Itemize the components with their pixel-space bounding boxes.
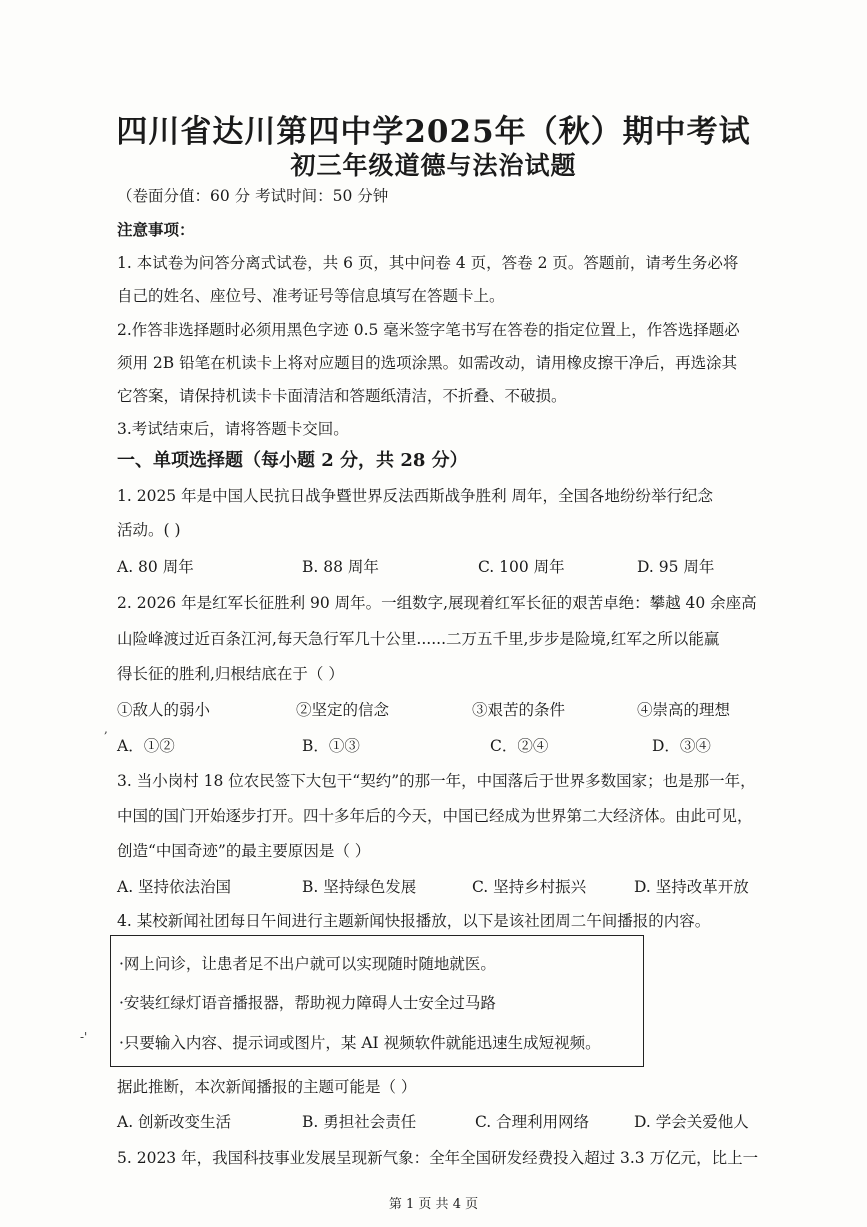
q4-news-item-3: ·只要输入内容、提示词或图片，某 AI 视频软件就能迅速生成短视频。 [119, 1034, 601, 1052]
q3-line-3: 创造“中国奇迹”的最主要原因是（ ） [117, 842, 371, 860]
q3-line-2: 中国的国门开始逐步打开。四十多年后的今天，中国已经成为世界第二大经济体。由此可见， [117, 807, 753, 825]
notes-item-2-line-2: 须用 2B 铅笔在机读卡上将对应题目的选项涂黑。如需改动，请用橡皮擦干净后，再选涂其 [117, 354, 738, 372]
q4-option-b: B. 勇担社会责任 [302, 1113, 417, 1131]
q2-statement-1: ①敌人的弱小 [117, 701, 211, 719]
q4-line-1: 4. 某校新闻社团每日午间进行主题新闻快报播放，以下是该社团周二午间播报的内容。 [117, 912, 711, 930]
q2-line-1: 2. 2026 年是红军长征胜利 90 周年。一组数字,展现着红军长征的艰苦卓绝：攀越 40 余座高 [117, 594, 757, 612]
q2-line-3: 得长征的胜利,归根结底在于（ ） [117, 665, 344, 683]
q1-option-a: A. 80 周年 [117, 558, 194, 576]
q1-line-2: 活动。( ) [117, 521, 181, 539]
notes-item-3: 3.考试结束后，请将答题卡交回。 [117, 420, 349, 438]
notes-item-1-line-2: 自己的姓名、座位号、准考证号等信息填写在答题卡上。 [117, 287, 505, 305]
q4-news-item-1: ·网上问诊，让患者足不出户就可以实现随时随地就医。 [119, 955, 496, 973]
q2-statement-2: ②坚定的信念 [296, 701, 390, 719]
q2-option-d: D．③④ [652, 737, 711, 755]
q1-option-d: D. 95 周年 [637, 558, 715, 576]
q1-line-1: 1. 2025 年是中国人民抗日战争暨世界反法西斯战争胜利 周年，全国各地纷纷举行纪念 [117, 487, 714, 505]
exam-title: 四川省达川第四中学2025年（秋）期中考试 [116, 114, 751, 150]
scan-speck: , [104, 722, 108, 736]
section-1-heading: 一、单项选择题（每小题 2 分，共 28 分） [117, 450, 468, 471]
q1-option-c: C. 100 周年 [478, 558, 565, 576]
exam-meta: （卷面分值：60 分 考试时间：50 分钟 [117, 187, 389, 205]
q5-line-1: 5. 2023 年，我国科技事业发展呈现新气象：全年全国研发经费投入超过 3.3 万亿元，比上一 [117, 1149, 759, 1167]
q4-option-c: C. 合理利用网络 [475, 1113, 590, 1131]
q4-news-item-2: ·安装红绿灯语音播报器，帮助视力障碍人士安全过马路 [119, 994, 496, 1012]
q4-news-box [110, 935, 644, 1067]
q3-option-b: B. 坚持绿色发展 [302, 878, 417, 896]
notes-item-2-line-1: 2.作答非选择题时必须用黑色字迹 0.5 毫米签字笔书写在答卷的指定位置上，作答选择题必 [117, 321, 740, 339]
q4-line-2: 据此推断，本次新闻播报的主题可能是（ ） [117, 1078, 417, 1096]
q3-option-c: C. 坚持乡村振兴 [472, 878, 587, 896]
q4-option-d: D. 学会关爱他人 [634, 1113, 749, 1131]
q2-statement-4: ④崇高的理想 [637, 701, 731, 719]
scan-speck: -' [80, 1030, 88, 1044]
q2-option-b: B．①③ [302, 737, 360, 755]
notes-heading: 注意事项： [117, 220, 195, 239]
q4-option-a: A. 创新改变生活 [117, 1113, 232, 1131]
q3-line-1: 3. 当小岗村 18 位农民签下大包干“契约”的那一年，中国落后于世界多数国家；也是那一年， [117, 772, 756, 790]
notes-item-2-line-3: 它答案，请保持机读卡卡面清洁和答题纸清洁，不折叠、不破损。 [117, 387, 567, 405]
page-footer: 第 1 页 共 4 页 [388, 1197, 479, 1212]
q2-statement-3: ③艰苦的条件 [472, 701, 566, 719]
q2-line-2: 山险峰渡过近百条江河,每天急行军几十公里......二万五千里,步步是险境,红军之所以能赢 [117, 630, 720, 648]
q3-option-d: D. 坚持改革开放 [634, 878, 749, 896]
q2-option-a: A．①② [117, 737, 175, 755]
exam-subtitle: 初三年级道德与法治试题 [290, 151, 577, 180]
q3-option-a: A. 坚持依法治国 [117, 878, 232, 896]
notes-item-1-line-1: 1. 本试卷为问答分离式试卷，共 6 页，其中问卷 4 页，答卷 2 页。答题前，请考生务必将 [117, 254, 739, 272]
q1-option-b: B. 88 周年 [302, 558, 379, 576]
q2-option-c: C．②④ [490, 737, 549, 755]
